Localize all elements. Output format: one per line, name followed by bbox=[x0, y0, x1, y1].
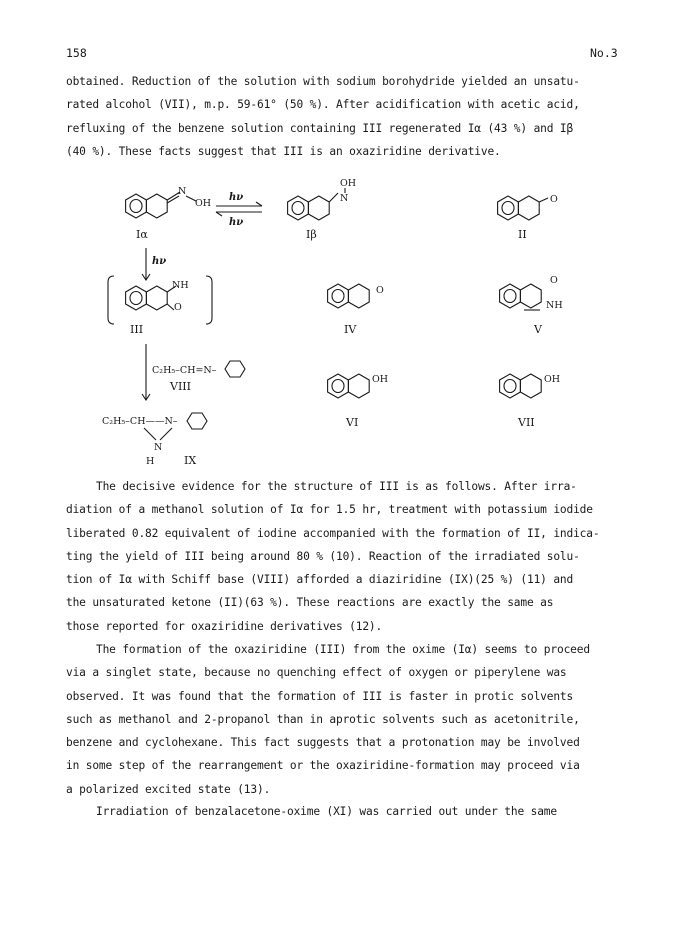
structure-iii bbox=[126, 286, 176, 310]
structure-vii bbox=[500, 374, 542, 398]
text-line: the unsaturated ketone (II)(63 %). These reactions are exactly the same as bbox=[66, 596, 554, 610]
structure-iv bbox=[328, 284, 370, 308]
atom-oh: OH bbox=[340, 178, 357, 189]
atom-n: N bbox=[154, 442, 163, 453]
text-line: a polarized excited state (13). bbox=[66, 782, 271, 796]
label-iii: III bbox=[130, 323, 144, 336]
atom-n: N bbox=[340, 193, 349, 204]
structure-ia bbox=[126, 192, 180, 218]
text-line: refluxing of the benzene solution containing III regenerated Iα (43 %) and Iβ bbox=[66, 121, 574, 135]
text-line: via a singlet state, because no quenching effect of oxygen or piperylene was bbox=[66, 666, 567, 680]
hv-label: hν bbox=[152, 256, 167, 267]
text-line: obtained. Reduction of the solution with sodium borohydride yielded an unsatu- bbox=[66, 75, 580, 88]
label-vii: VII bbox=[518, 416, 535, 429]
text-line: The formation of the oxaziridine (III) from the oxime (Iα) seems to proceed bbox=[96, 643, 590, 656]
atom-nh: NH bbox=[172, 280, 189, 291]
paragraph-4 bbox=[66, 800, 626, 823]
paragraph-2 bbox=[66, 475, 626, 638]
atom-h: H bbox=[146, 456, 155, 467]
text-line: those reported for oxaziridine derivatives (12). bbox=[66, 619, 383, 633]
label-vi: VI bbox=[346, 416, 359, 429]
label-ii: II bbox=[518, 228, 527, 241]
paragraph-3 bbox=[66, 638, 626, 801]
atom-o: O bbox=[174, 302, 182, 313]
cyclohexyl-ring bbox=[225, 361, 245, 377]
ix-chain: C₂H₅–CH——N– bbox=[102, 416, 178, 427]
structure-ix bbox=[102, 413, 207, 467]
structure-v bbox=[500, 284, 542, 310]
structure-vi bbox=[328, 374, 370, 398]
text-line: ting the yield of III being around 80 % (10). Reaction of the irradiated solu- bbox=[66, 549, 580, 563]
atom-oh: OH bbox=[372, 374, 389, 385]
reagent-viii: C₂H₅–CH=N– bbox=[152, 365, 217, 376]
atom-oh: OH bbox=[544, 374, 561, 385]
atom-nh: NH bbox=[546, 300, 563, 311]
label-v: V bbox=[534, 323, 542, 336]
text-line: (40 %). These facts suggest that III is an oxaziridine derivative. bbox=[66, 144, 501, 158]
paragraph-1 bbox=[66, 70, 626, 163]
label-ix: IX bbox=[184, 454, 197, 467]
atom-o: O bbox=[550, 194, 558, 205]
reaction-scheme bbox=[66, 168, 626, 468]
text-line: in some step of the rearrangement or the oxaziridine-formation may proceed via bbox=[66, 759, 580, 773]
text-line: such as methanol and 2-propanol than in aprotic solvents such as acetonitrile, bbox=[66, 712, 580, 726]
text-line: The decisive evidence for the structure of III is as follows. After irra- bbox=[96, 480, 577, 493]
text-line: liberated 0.82 equivalent of iodine accompanied with the formation of II, indica- bbox=[66, 526, 600, 540]
label-iv: IV bbox=[344, 323, 357, 336]
text-line: diation of a methanol solution of Iα for 1.5 hr, treatment with potassium iodide bbox=[66, 503, 593, 517]
text-line: observed. It was found that the formation of III is faster in protic solvents bbox=[66, 689, 574, 703]
label-viii: VIII bbox=[170, 380, 191, 393]
label-ib: Iβ bbox=[306, 228, 317, 241]
text-line: rated alcohol (VII), m.p. 59-61° (50 %). After acidification with acetic acid, bbox=[66, 98, 580, 112]
cyclohexyl-ring bbox=[187, 413, 207, 429]
equilibrium-arrow bbox=[216, 202, 262, 216]
text-line: benzene and cyclohexane. This fact suggests that a protonation may be involved bbox=[66, 736, 580, 750]
label-ia: Iα bbox=[136, 228, 148, 241]
atom-oh: OH bbox=[195, 198, 212, 209]
atom-o: O bbox=[550, 275, 558, 286]
hv-label: hν bbox=[229, 192, 244, 203]
hv-label: hν bbox=[229, 217, 244, 228]
atom-o: O bbox=[376, 285, 384, 296]
structure-ib bbox=[288, 193, 338, 220]
text-line: Irradiation of benzalacetone-oxime (XI) was carried out under the same bbox=[96, 805, 557, 818]
text-line: tion of Iα with Schiff base (VIII) afforded a diaziridine (IX)(25 %) (11) and bbox=[66, 573, 574, 587]
structure-ii bbox=[498, 196, 548, 220]
issue-number: No.3 bbox=[590, 46, 618, 60]
atom-n: N bbox=[178, 186, 187, 197]
page-number: 158 bbox=[66, 46, 87, 60]
